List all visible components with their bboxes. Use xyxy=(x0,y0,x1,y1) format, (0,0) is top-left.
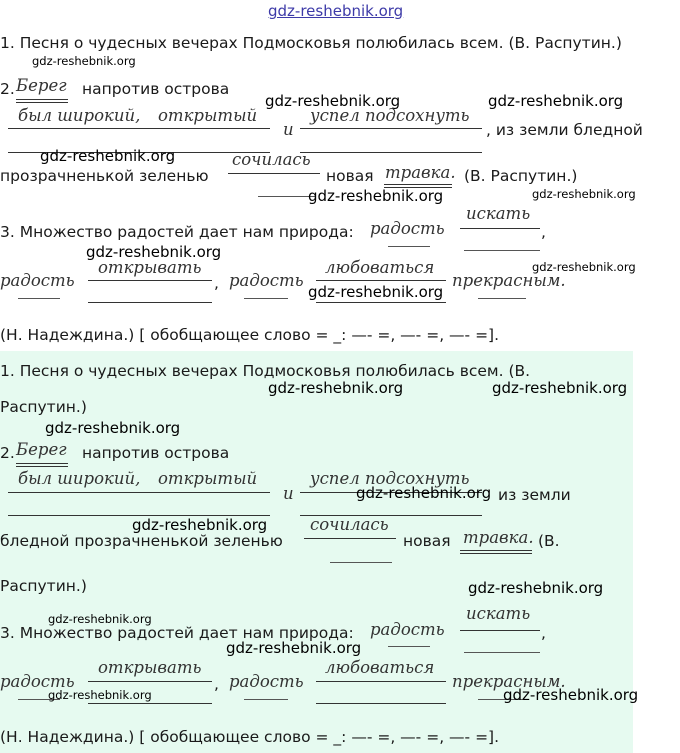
predicate-sochilas: сочилась xyxy=(232,150,311,169)
note: (Н. Надеждина.) [ обобщающее слово = _: —- =, —- =, —- =]. xyxy=(0,728,500,746)
word-prekrasnym: прекрасным. xyxy=(452,271,566,290)
predicate-underline xyxy=(88,681,212,682)
sentence-3: 3. Множество радостей дает нам природа: xyxy=(0,624,354,642)
subject-radost: радость xyxy=(229,672,304,691)
predicate-byl: был широкий, xyxy=(18,469,141,488)
watermark: gdz-reshebnik.org xyxy=(308,283,444,301)
predicate-underline xyxy=(300,128,482,129)
subject-radost: радость xyxy=(370,620,445,639)
predicate-underline xyxy=(330,562,392,563)
subject-radost: радость xyxy=(0,672,75,691)
text-rasputin: (В. Распутин.) xyxy=(464,167,578,185)
subject-underline xyxy=(244,298,288,299)
word-underline xyxy=(478,298,526,299)
word-prekrasnym: прекрасным. xyxy=(452,672,566,691)
subject-underline xyxy=(244,699,288,700)
watermark: gdz-reshebnik.org xyxy=(468,579,604,597)
subject-underline xyxy=(16,99,68,100)
predicate-otkryty: открытый xyxy=(158,469,258,488)
predicate-underline xyxy=(300,152,482,153)
text-novaya: новая xyxy=(403,532,451,550)
subject-underline xyxy=(384,184,452,185)
watermark: gdz-reshebnik.org xyxy=(45,419,181,437)
predicate-underline xyxy=(88,302,212,303)
watermark: gdz-reshebnik.org xyxy=(86,243,222,261)
subject-underline xyxy=(388,246,430,247)
predicate-underline xyxy=(316,681,446,682)
predicate-lyubovatsya: любоваться xyxy=(325,658,435,677)
watermark: gdz-reshebnik.org xyxy=(308,187,444,205)
watermark: gdz-reshebnik.org xyxy=(32,54,136,68)
predicate-underline xyxy=(8,492,270,493)
subject-underline xyxy=(460,553,532,554)
watermark: gdz-reshebnik.org xyxy=(492,379,628,397)
predicate-underline xyxy=(464,652,540,653)
conj-i: и xyxy=(283,484,294,503)
sentence-2-number: 2. xyxy=(0,444,15,462)
text-prozr: прозрачненькой зеленью xyxy=(0,167,209,185)
subject-underline xyxy=(388,646,430,647)
predicate-underline xyxy=(88,703,212,704)
watermark: gdz-reshebnik.org xyxy=(503,686,639,704)
predicate-underline xyxy=(88,280,212,281)
text-naprotiv: напротив острова xyxy=(82,80,230,98)
subject-bereg: Берег xyxy=(16,76,67,95)
sentence-3: 3. Множество радостей дает нам природа: xyxy=(0,223,354,241)
subject-radost: радость xyxy=(0,271,75,290)
predicate-lyubovatsya: любоваться xyxy=(325,258,435,277)
sentence-1-cont: Распутин.) xyxy=(0,398,87,416)
watermark: gdz-reshebnik.org xyxy=(132,516,268,534)
watermark: gdz-reshebnik.org xyxy=(532,187,636,201)
comma: , xyxy=(541,624,546,642)
subject-radost: радость xyxy=(370,219,445,238)
predicate-iskat: искать xyxy=(466,604,531,623)
predicate-uspel: успел подсохнуть xyxy=(310,469,470,488)
predicate-iskat: искать xyxy=(466,204,531,223)
text-iz-zemli: , из земли бледной xyxy=(486,121,643,139)
predicate-underline xyxy=(460,228,540,229)
predicate-underline xyxy=(460,630,540,631)
watermark: gdz-reshebnik.org xyxy=(268,379,404,397)
watermark: gdz-reshebnik.org xyxy=(48,612,152,626)
subject-underline xyxy=(460,550,532,551)
predicate-otkryvat: открывать xyxy=(98,658,202,677)
comma: , xyxy=(214,675,219,693)
text-naprotiv: напротив острова xyxy=(82,444,230,462)
watermark: gdz-reshebnik.org xyxy=(226,639,362,657)
text-novaya: новая xyxy=(326,167,374,185)
subject-travka: травка. xyxy=(385,163,456,182)
predicate-sochilas: сочилась xyxy=(310,515,389,534)
watermark: gdz-reshebnik.org xyxy=(356,484,492,502)
sentence-1: 1. Песня о чудесных вечерах Подмосковья полюбилась всем. (В. Распутин.) xyxy=(0,34,622,52)
watermark: gdz-reshebnik.org xyxy=(40,147,176,165)
watermark: gdz-reshebnik.org xyxy=(48,688,152,702)
text-v: (В. xyxy=(538,532,560,550)
watermark: gdz-reshebnik.org xyxy=(488,92,624,110)
predicate-underline xyxy=(304,538,396,539)
subject-travka: травка. xyxy=(463,528,534,547)
comma: , xyxy=(541,223,546,241)
predicate-underline xyxy=(316,302,446,303)
comma: , xyxy=(214,274,219,292)
predicate-underline xyxy=(228,173,320,174)
predicate-uspel: успел подсохнуть xyxy=(310,106,470,125)
subject-underline xyxy=(16,102,68,103)
subject-radost: радость xyxy=(229,271,304,290)
predicate-otkryty: открытый xyxy=(158,106,258,125)
predicate-otkryvat: открывать xyxy=(98,258,202,277)
predicate-underline xyxy=(8,128,270,129)
subject-underline xyxy=(16,466,68,467)
watermark: gdz-reshebnik.org xyxy=(268,2,404,20)
predicate-underline xyxy=(316,280,446,281)
predicate-byl: был широкий, xyxy=(18,106,141,125)
sentence-1: 1. Песня о чудесных вечерах Подмосковья полюбилась всем. (В. xyxy=(0,362,531,380)
text-iz-zemli: из земли xyxy=(498,486,571,504)
subject-underline xyxy=(18,298,60,299)
subject-bereg: Берег xyxy=(16,440,67,459)
predicate-underline xyxy=(464,250,540,251)
text-rasputin: Распутин.) xyxy=(0,577,87,595)
subject-underline xyxy=(16,463,68,464)
watermark: gdz-reshebnik.org xyxy=(532,260,636,274)
predicate-underline xyxy=(316,703,446,704)
watermark: gdz-reshebnik.org xyxy=(265,92,401,110)
conj-i: и xyxy=(283,120,294,139)
sentence-2-number: 2. xyxy=(0,80,15,98)
text-blednoy: бледной прозрачненькой зеленью xyxy=(0,532,283,550)
note: (Н. Надеждина.) [ обобщающее слово = _: —- =, —- =, —- =]. xyxy=(0,326,500,344)
